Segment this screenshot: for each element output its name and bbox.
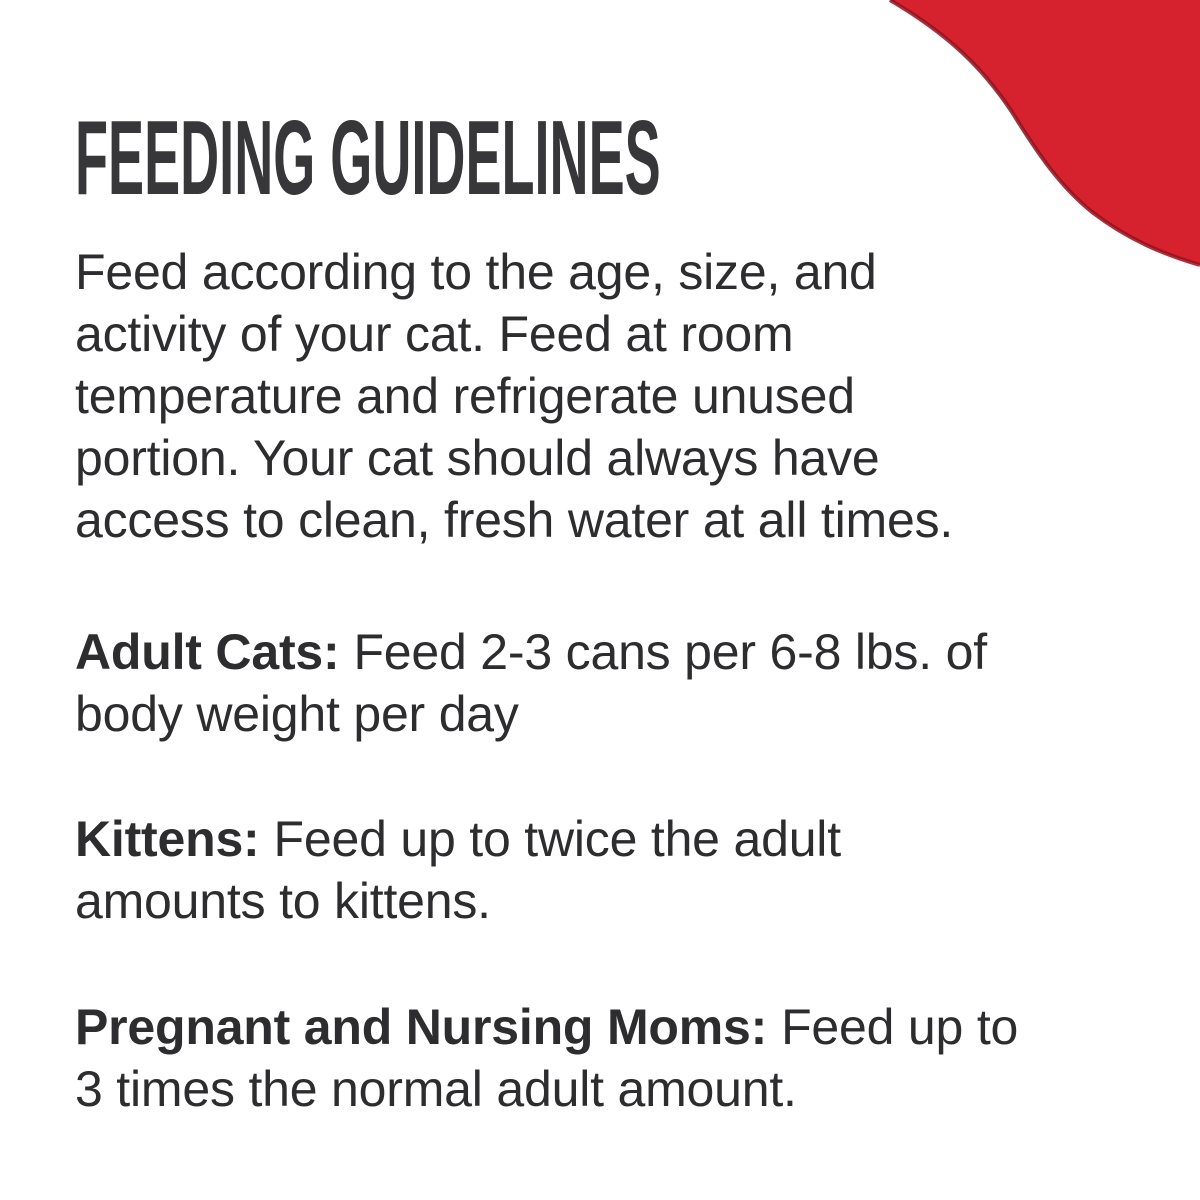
section-label: Pregnant and Nursing Moms: xyxy=(75,999,768,1055)
section-label: Adult Cats: xyxy=(75,624,340,680)
page-title: FEEDING GUIDELINES xyxy=(75,99,661,217)
text-line: portion. Your cat should always have xyxy=(75,430,880,486)
section-label: Kittens: xyxy=(75,811,260,867)
text-line xyxy=(75,621,1155,683)
section-text: Feed 2-3 cans per 6-8 lbs. of xyxy=(353,624,987,680)
text-line xyxy=(75,996,1155,1058)
intro-paragraph xyxy=(75,241,1155,551)
text-line: temperature and refrigerate unused xyxy=(75,368,855,424)
text-line: access to clean, fresh water at all times. xyxy=(75,492,954,548)
text-line xyxy=(75,808,1155,870)
section-adult-cats xyxy=(75,621,1155,745)
text-line: body weight per day xyxy=(75,686,519,742)
text-line: activity of your cat. Feed at room xyxy=(75,306,794,362)
section-kittens xyxy=(75,808,1155,932)
text-line: 3 times the normal adult amount. xyxy=(75,1061,797,1117)
text-line: amounts to kittens. xyxy=(75,873,491,929)
section-text: Feed up to xyxy=(781,999,1019,1055)
text-line: Feed according to the age, size, and xyxy=(75,244,877,300)
label-content xyxy=(75,0,1155,1120)
section-text: Feed up to twice the adult xyxy=(273,811,841,867)
section-pregnant-nursing-moms xyxy=(75,996,1155,1120)
